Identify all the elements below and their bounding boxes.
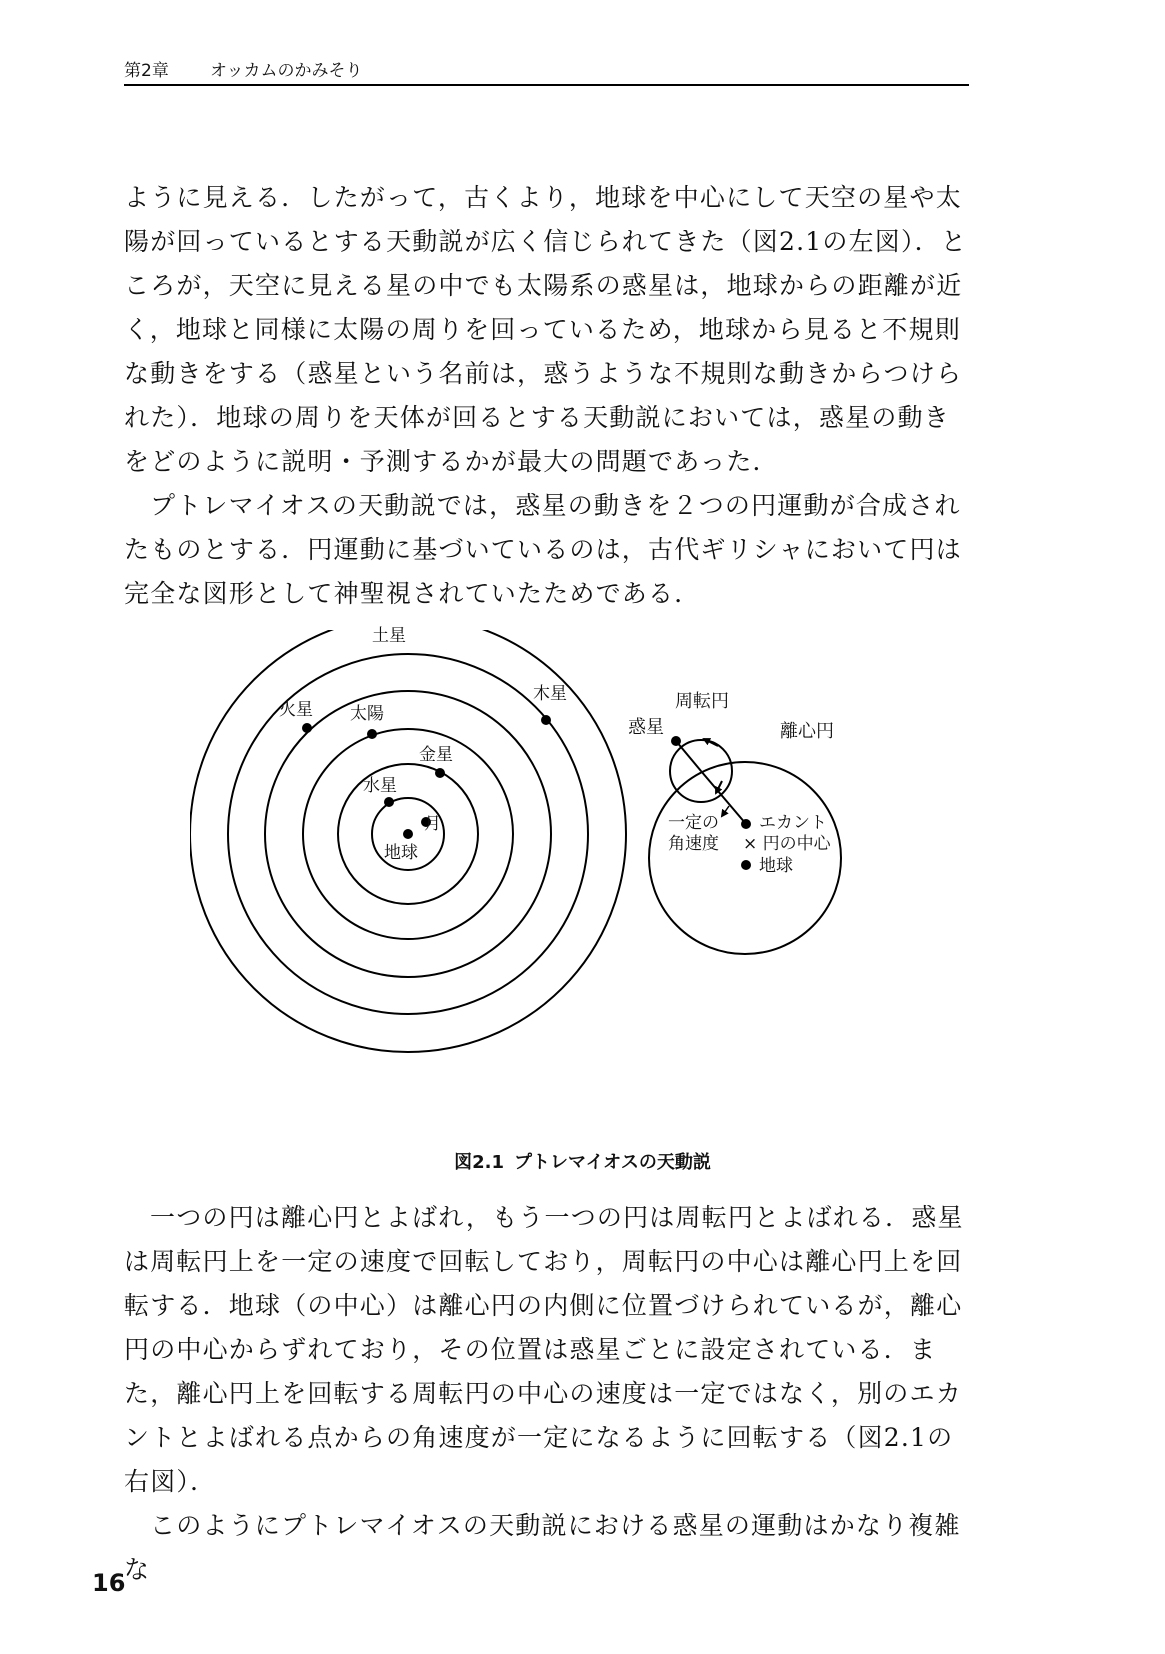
epicycle-rotation-arrow: [704, 739, 718, 746]
equant-dot: [741, 819, 751, 829]
mars-dot: [302, 723, 312, 733]
header-rule: [124, 84, 969, 86]
paragraph: ように見える．したがって，古くより，地球を中心にして天空の星や太陽が回っているとする天動説が広く信じられてきた（図2.1の左図）．ところが，天空に見える星の中でも太陽系の惑星は，地球からの距離が近く，地球と同様に太陽の周りを回っているため，地球から見ると不規則な動きをする（惑星という名前は，惑うような不規則な動きからつけられた）．地球の周りを天体が回るとする天動説においては，惑星の動きをどのように説明・予測するかが最大の問題であった．: [124, 183, 968, 476]
label-earth: 地球: [384, 843, 418, 863]
label-venus: 金星: [419, 745, 453, 765]
label-saturn: 土星: [372, 626, 406, 646]
figure-ptolemaic-model: [190, 626, 930, 1110]
caption-number: 図2.1: [454, 1152, 504, 1173]
paragraph: このようにプトレマイオスの天動説における惑星の運動はかなり複雑な: [124, 1511, 961, 1584]
venus-dot: [435, 768, 445, 778]
label-circle-center: × 円の中心: [743, 834, 831, 854]
caption-text: プトレマイオスの天動説: [513, 1152, 711, 1173]
page-number: 16: [92, 1569, 126, 1597]
paragraph: プトレマイオスの天動説では，惑星の動きを２つの円運動が合成されたものとする．円運動に基づいているのは，古代ギリシャにおいて円は完全な図形として神聖視されていたためである．: [124, 491, 962, 608]
label-angular-velocity: 角速度: [668, 834, 719, 854]
label-epicycle: 周転円: [675, 691, 729, 712]
label-equant: エカント: [759, 813, 827, 833]
earth-dot: [403, 829, 413, 839]
label-earth-right: 地球: [759, 856, 793, 876]
label-sun: 太陽: [350, 704, 384, 724]
sun-dot: [367, 729, 377, 739]
planet-dot: [671, 736, 681, 746]
epicycle-radius-line: [676, 741, 701, 771]
label-mercury: 水星: [363, 776, 397, 796]
label-mars: 火星: [279, 700, 313, 720]
body-text-bottom: [124, 1196, 969, 1592]
earth-dot-right: [741, 860, 751, 870]
body-text-top: [124, 176, 969, 616]
chapter-number: 第2章: [124, 61, 169, 81]
mercury-dot: [384, 797, 394, 807]
label-moon: 月: [424, 814, 441, 834]
angular-velocity-arrow: [722, 806, 729, 816]
label-constant: 一定の: [668, 813, 719, 833]
label-jupiter: 木星: [533, 684, 567, 704]
chapter-title: オッカムのかみそり: [210, 61, 363, 81]
paragraph: 一つの円は離心円とよばれ，もう一つの円は周転円とよばれる．惑星は周転円上を一定の速度で回転しており，周転円の中心は離心円上を回転する．地球（の中心）は離心円の内側に位置づけられているが，離心円の中心からずれており，その位置は惑星ごとに設定されている．また，離心円上を回転する周転円の中心の速度は一定ではなく，別のエカントとよばれる点からの角速度が一定になるように回転する（図2.1の右図）．: [124, 1203, 964, 1496]
running-head: [124, 56, 363, 81]
jupiter-dot: [541, 715, 551, 725]
label-planet: 惑星: [628, 717, 664, 738]
figure-caption: [0, 1148, 1165, 1174]
label-deferent: 離心円: [780, 721, 834, 742]
